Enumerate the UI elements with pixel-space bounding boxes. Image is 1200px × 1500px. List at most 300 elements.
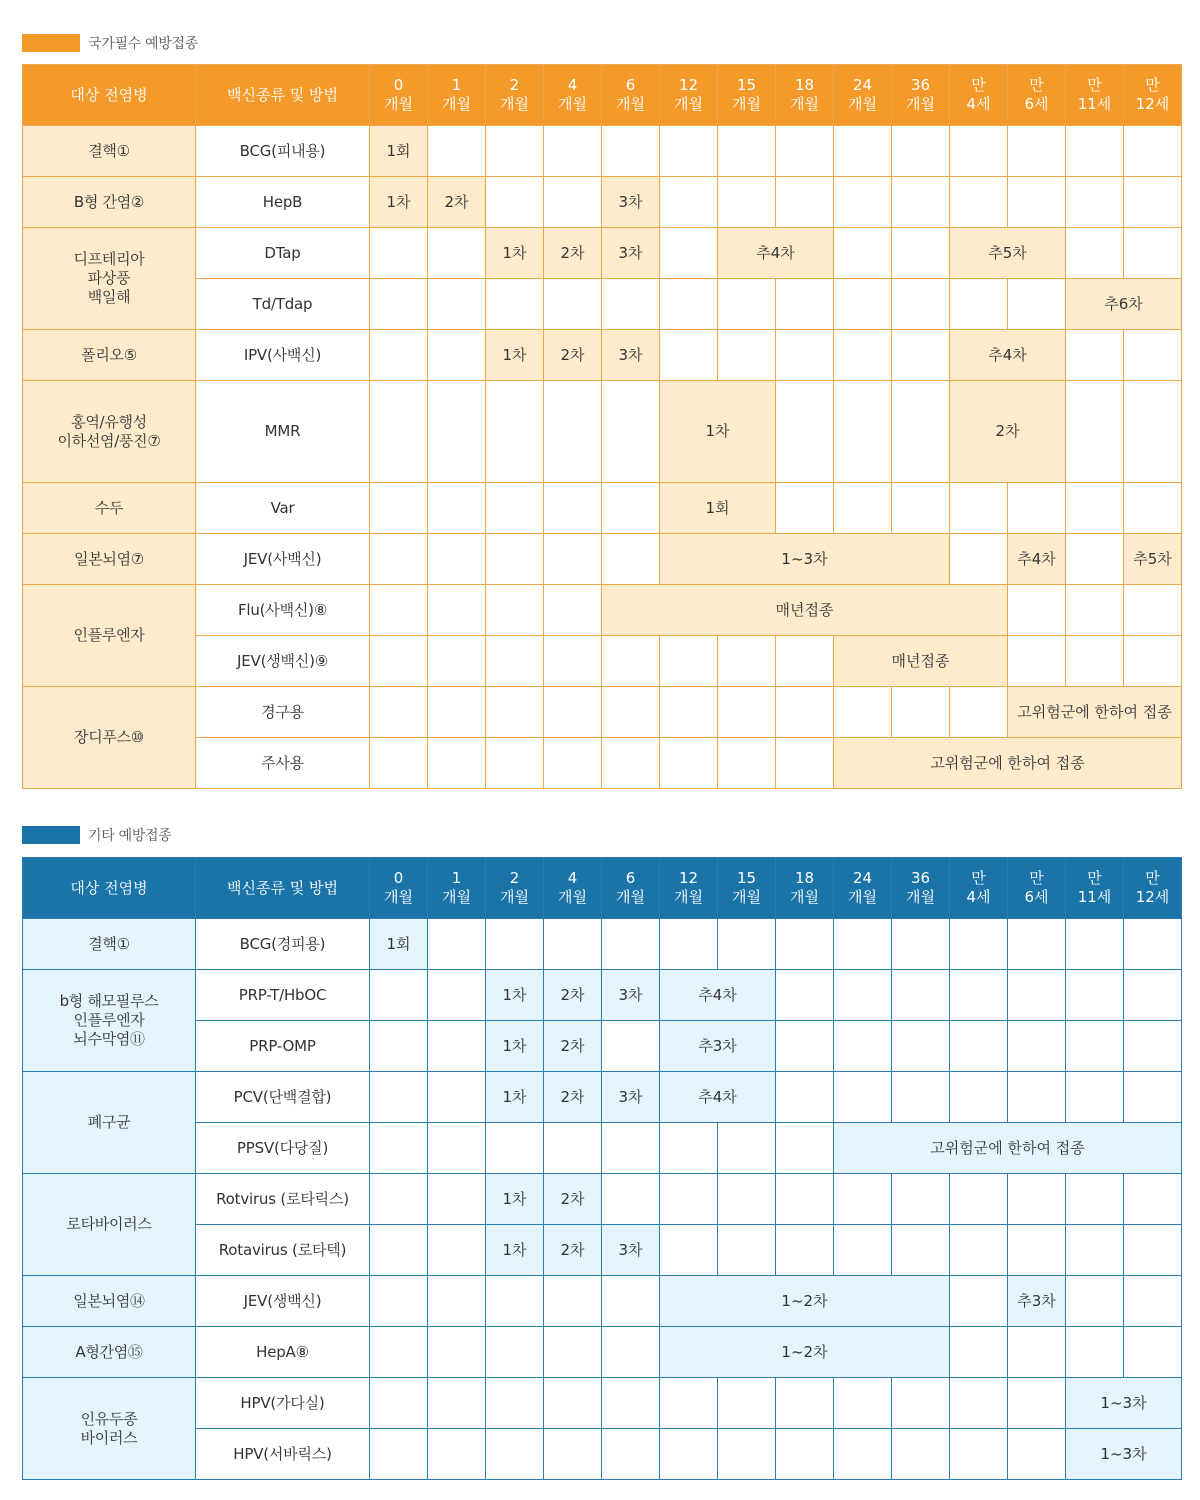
- empty-cell: [660, 126, 718, 177]
- empty-cell: [660, 687, 718, 738]
- empty-cell: [1066, 1021, 1124, 1072]
- table-row: [23, 687, 1182, 738]
- empty-cell: [950, 1174, 1008, 1225]
- table-row: [23, 1225, 1182, 1276]
- table-row: [23, 330, 1182, 381]
- vaccine-cell: Td/Tdap: [196, 279, 370, 330]
- empty-cell: [660, 177, 718, 228]
- column-header: 18 개월: [776, 65, 834, 126]
- vaccine-cell: HepB: [196, 177, 370, 228]
- empty-cell: [892, 483, 950, 534]
- empty-cell: [834, 483, 892, 534]
- table-row: [23, 126, 1182, 177]
- empty-cell: [1066, 330, 1124, 381]
- table-row: [23, 534, 1182, 585]
- empty-cell: [660, 738, 718, 789]
- column-header: 4 개월: [544, 858, 602, 919]
- blue-swatch-icon: [22, 826, 80, 844]
- empty-cell: [602, 1429, 660, 1480]
- column-header: 만 11세: [1066, 858, 1124, 919]
- column-header: 12 개월: [660, 65, 718, 126]
- disease-cell: 결핵①: [23, 919, 196, 970]
- empty-cell: [1066, 228, 1124, 279]
- empty-cell: [602, 279, 660, 330]
- empty-cell: [544, 1327, 602, 1378]
- dose-cell: 추4차: [950, 330, 1066, 381]
- empty-cell: [428, 1378, 486, 1429]
- vaccine-cell: HPV(서바릭스): [196, 1429, 370, 1480]
- empty-cell: [1008, 1327, 1066, 1378]
- dose-cell: 1차: [370, 177, 428, 228]
- empty-cell: [370, 687, 428, 738]
- vaccine-cell: Rotavirus (로타텍): [196, 1225, 370, 1276]
- disease-cell: 로타바이러스: [23, 1174, 196, 1276]
- empty-cell: [718, 1429, 776, 1480]
- national-section-label: [22, 34, 198, 52]
- empty-cell: [544, 279, 602, 330]
- empty-cell: [834, 330, 892, 381]
- dose-cell: 1~3차: [1066, 1378, 1182, 1429]
- column-header: 만 11세: [1066, 65, 1124, 126]
- empty-cell: [776, 1021, 834, 1072]
- vaccine-cell: JEV(사백신): [196, 534, 370, 585]
- empty-cell: [718, 687, 776, 738]
- empty-cell: [602, 919, 660, 970]
- dose-cell: 추4차: [660, 970, 776, 1021]
- dose-cell: 추4차: [718, 228, 834, 279]
- empty-cell: [834, 1429, 892, 1480]
- dose-cell: 1회: [370, 919, 428, 970]
- empty-cell: [950, 687, 1008, 738]
- empty-cell: [370, 585, 428, 636]
- column-header: 0 개월: [370, 65, 428, 126]
- empty-cell: [370, 1327, 428, 1378]
- column-header: 15 개월: [718, 858, 776, 919]
- dose-cell: 1~2차: [660, 1276, 950, 1327]
- empty-cell: [1008, 1225, 1066, 1276]
- empty-cell: [1008, 1378, 1066, 1429]
- empty-cell: [428, 483, 486, 534]
- dose-cell: 1차: [486, 228, 544, 279]
- empty-cell: [486, 279, 544, 330]
- empty-cell: [428, 381, 486, 483]
- empty-cell: [486, 381, 544, 483]
- national-section-title: 국가필수 예방접종: [88, 36, 198, 52]
- disease-cell: b형 해모필루스 인플루엔자 뇌수막염⑪: [23, 970, 196, 1072]
- empty-cell: [1124, 919, 1182, 970]
- empty-cell: [602, 381, 660, 483]
- empty-cell: [892, 1378, 950, 1429]
- vaccine-cell: BCG(피내용): [196, 126, 370, 177]
- empty-cell: [428, 687, 486, 738]
- column-header: 만 12세: [1124, 65, 1182, 126]
- vaccine-cell: JEV(생백신): [196, 1276, 370, 1327]
- empty-cell: [602, 1378, 660, 1429]
- empty-cell: [428, 585, 486, 636]
- empty-cell: [892, 228, 950, 279]
- other-schedule-table: [22, 857, 1182, 1480]
- empty-cell: [718, 1378, 776, 1429]
- disease-cell: 폴리오⑤: [23, 330, 196, 381]
- empty-cell: [544, 585, 602, 636]
- empty-cell: [1066, 585, 1124, 636]
- empty-cell: [370, 330, 428, 381]
- column-header: 만 4세: [950, 65, 1008, 126]
- dose-cell: 2차: [544, 330, 602, 381]
- dose-cell: 3차: [602, 1225, 660, 1276]
- dose-cell: 1차: [660, 381, 776, 483]
- empty-cell: [892, 381, 950, 483]
- dose-cell: 3차: [602, 1072, 660, 1123]
- empty-cell: [428, 330, 486, 381]
- dose-cell: 1차: [486, 1021, 544, 1072]
- dose-cell: 추5차: [1124, 534, 1182, 585]
- empty-cell: [660, 636, 718, 687]
- column-header: 1 개월: [428, 65, 486, 126]
- table-row: [23, 483, 1182, 534]
- dose-cell: 3차: [602, 228, 660, 279]
- empty-cell: [544, 738, 602, 789]
- column-header: 36 개월: [892, 858, 950, 919]
- empty-cell: [892, 279, 950, 330]
- column-header: 만 4세: [950, 858, 1008, 919]
- empty-cell: [486, 1123, 544, 1174]
- column-header: 18 개월: [776, 858, 834, 919]
- empty-cell: [718, 330, 776, 381]
- empty-cell: [1066, 1276, 1124, 1327]
- empty-cell: [776, 126, 834, 177]
- empty-cell: [1008, 636, 1066, 687]
- empty-cell: [834, 1174, 892, 1225]
- empty-cell: [486, 687, 544, 738]
- empty-cell: [486, 177, 544, 228]
- vaccine-cell: BCG(경피용): [196, 919, 370, 970]
- table-row: [23, 1378, 1182, 1429]
- other-section-title: 기타 예방접종: [88, 828, 172, 844]
- empty-cell: [660, 1174, 718, 1225]
- empty-cell: [1124, 1327, 1182, 1378]
- dose-cell: 1차: [486, 1225, 544, 1276]
- empty-cell: [370, 1429, 428, 1480]
- vaccine-cell: PRP-T/HbOC: [196, 970, 370, 1021]
- disease-cell: 인유두종 바이러스: [23, 1378, 196, 1480]
- empty-cell: [892, 1225, 950, 1276]
- empty-cell: [544, 1123, 602, 1174]
- empty-cell: [950, 177, 1008, 228]
- empty-cell: [486, 585, 544, 636]
- dose-cell: 1~2차: [660, 1327, 950, 1378]
- empty-cell: [834, 381, 892, 483]
- empty-cell: [602, 1276, 660, 1327]
- table-row: [23, 919, 1182, 970]
- column-header: 만 12세: [1124, 858, 1182, 919]
- empty-cell: [1066, 1174, 1124, 1225]
- other-section-label: [22, 826, 172, 844]
- dose-cell: 1차: [486, 1072, 544, 1123]
- vaccine-cell: JEV(생백신)⑨: [196, 636, 370, 687]
- empty-cell: [370, 1021, 428, 1072]
- empty-cell: [776, 1378, 834, 1429]
- empty-cell: [776, 687, 834, 738]
- table-row: [23, 1123, 1182, 1174]
- empty-cell: [834, 919, 892, 970]
- empty-cell: [370, 483, 428, 534]
- empty-cell: [1008, 1429, 1066, 1480]
- dose-cell: 고위험군에 한하여 접종: [834, 1123, 1182, 1174]
- empty-cell: [428, 636, 486, 687]
- empty-cell: [544, 1378, 602, 1429]
- empty-cell: [370, 1123, 428, 1174]
- empty-cell: [950, 1225, 1008, 1276]
- empty-cell: [660, 1225, 718, 1276]
- disease-cell: B형 간염②: [23, 177, 196, 228]
- empty-cell: [950, 1072, 1008, 1123]
- empty-cell: [544, 1429, 602, 1480]
- empty-cell: [370, 738, 428, 789]
- empty-cell: [834, 970, 892, 1021]
- empty-cell: [660, 1123, 718, 1174]
- disease-cell: 일본뇌염⑦: [23, 534, 196, 585]
- empty-cell: [428, 1021, 486, 1072]
- empty-cell: [950, 483, 1008, 534]
- vaccine-cell: PPSV(다당질): [196, 1123, 370, 1174]
- empty-cell: [1066, 177, 1124, 228]
- dose-cell: 1차: [486, 1174, 544, 1225]
- dose-cell: 매년접종: [834, 636, 1008, 687]
- empty-cell: [950, 1327, 1008, 1378]
- empty-cell: [602, 1327, 660, 1378]
- empty-cell: [1124, 585, 1182, 636]
- empty-cell: [892, 1174, 950, 1225]
- column-header: 백신종류 및 방법: [196, 65, 370, 126]
- empty-cell: [428, 1327, 486, 1378]
- dose-cell: 1회: [660, 483, 776, 534]
- dose-cell: 추6차: [1066, 279, 1182, 330]
- dose-cell: 2차: [544, 970, 602, 1021]
- empty-cell: [950, 279, 1008, 330]
- column-header: 4 개월: [544, 65, 602, 126]
- empty-cell: [370, 279, 428, 330]
- empty-cell: [1124, 483, 1182, 534]
- empty-cell: [950, 1276, 1008, 1327]
- empty-cell: [544, 687, 602, 738]
- empty-cell: [486, 1327, 544, 1378]
- empty-cell: [1008, 483, 1066, 534]
- empty-cell: [370, 1276, 428, 1327]
- vaccine-cell: HepA⑧: [196, 1327, 370, 1378]
- empty-cell: [1066, 919, 1124, 970]
- empty-cell: [370, 1072, 428, 1123]
- empty-cell: [370, 970, 428, 1021]
- empty-cell: [428, 534, 486, 585]
- empty-cell: [776, 636, 834, 687]
- table-row: [23, 1021, 1182, 1072]
- dose-cell: 1~3차: [1066, 1429, 1182, 1480]
- column-header: 6 개월: [602, 858, 660, 919]
- dose-cell: 3차: [602, 970, 660, 1021]
- dose-cell: 고위험군에 한하여 접종: [834, 738, 1182, 789]
- dose-cell: 2차: [428, 177, 486, 228]
- empty-cell: [544, 534, 602, 585]
- empty-cell: [776, 919, 834, 970]
- empty-cell: [776, 738, 834, 789]
- disease-cell: 홍역/유행성 이하선염/풍진⑦: [23, 381, 196, 483]
- table-row: [23, 970, 1182, 1021]
- column-header: 대상 전염병: [23, 65, 196, 126]
- empty-cell: [602, 1123, 660, 1174]
- empty-cell: [370, 381, 428, 483]
- empty-cell: [718, 1123, 776, 1174]
- column-header: 24 개월: [834, 858, 892, 919]
- empty-cell: [428, 228, 486, 279]
- empty-cell: [428, 1072, 486, 1123]
- empty-cell: [370, 1378, 428, 1429]
- empty-cell: [544, 126, 602, 177]
- empty-cell: [602, 636, 660, 687]
- dose-cell: 1~3차: [660, 534, 950, 585]
- empty-cell: [1124, 1225, 1182, 1276]
- empty-cell: [428, 1225, 486, 1276]
- empty-cell: [602, 534, 660, 585]
- vaccine-cell: Var: [196, 483, 370, 534]
- column-header: 24 개월: [834, 65, 892, 126]
- empty-cell: [892, 970, 950, 1021]
- national-schedule-table: [22, 64, 1182, 789]
- empty-cell: [486, 483, 544, 534]
- empty-cell: [892, 1072, 950, 1123]
- empty-cell: [428, 919, 486, 970]
- dose-cell: 2차: [544, 1225, 602, 1276]
- empty-cell: [1066, 126, 1124, 177]
- disease-cell: 인플루엔자: [23, 585, 196, 687]
- empty-cell: [544, 1276, 602, 1327]
- empty-cell: [718, 636, 776, 687]
- empty-cell: [602, 1021, 660, 1072]
- empty-cell: [1066, 636, 1124, 687]
- empty-cell: [1124, 1174, 1182, 1225]
- empty-cell: [892, 126, 950, 177]
- column-header: 12 개월: [660, 858, 718, 919]
- empty-cell: [428, 1123, 486, 1174]
- empty-cell: [950, 970, 1008, 1021]
- vaccine-cell: 경구용: [196, 687, 370, 738]
- table-row: [23, 738, 1182, 789]
- empty-cell: [660, 1378, 718, 1429]
- column-header: 대상 전염병: [23, 858, 196, 919]
- table-row: [23, 1429, 1182, 1480]
- vaccine-cell: HPV(가다실): [196, 1378, 370, 1429]
- empty-cell: [370, 1174, 428, 1225]
- empty-cell: [1008, 177, 1066, 228]
- empty-cell: [834, 126, 892, 177]
- disease-cell: A형간염⑮: [23, 1327, 196, 1378]
- dose-cell: 2차: [544, 228, 602, 279]
- empty-cell: [1066, 1072, 1124, 1123]
- table-row: [23, 1072, 1182, 1123]
- empty-cell: [776, 1123, 834, 1174]
- dose-cell: 2차: [544, 1021, 602, 1072]
- empty-cell: [950, 534, 1008, 585]
- empty-cell: [602, 1174, 660, 1225]
- empty-cell: [1066, 381, 1124, 483]
- dose-cell: 추5차: [950, 228, 1066, 279]
- empty-cell: [486, 1276, 544, 1327]
- column-header: 36 개월: [892, 65, 950, 126]
- dose-cell: 1차: [486, 330, 544, 381]
- empty-cell: [834, 687, 892, 738]
- empty-cell: [428, 1174, 486, 1225]
- disease-cell: 디프테리아 파상풍 백일해: [23, 228, 196, 330]
- empty-cell: [834, 177, 892, 228]
- empty-cell: [486, 1378, 544, 1429]
- disease-cell: 폐구균: [23, 1072, 196, 1174]
- disease-cell: 일본뇌염⑭: [23, 1276, 196, 1327]
- empty-cell: [486, 738, 544, 789]
- table-header-row: [23, 65, 1182, 126]
- empty-cell: [544, 381, 602, 483]
- table-row: [23, 1276, 1182, 1327]
- empty-cell: [370, 228, 428, 279]
- empty-cell: [892, 687, 950, 738]
- empty-cell: [370, 534, 428, 585]
- dose-cell: 고위험군에 한하여 접종: [1008, 687, 1182, 738]
- disease-cell: 수두: [23, 483, 196, 534]
- empty-cell: [602, 126, 660, 177]
- empty-cell: [718, 919, 776, 970]
- empty-cell: [776, 483, 834, 534]
- empty-cell: [950, 1429, 1008, 1480]
- empty-cell: [428, 126, 486, 177]
- vaccine-cell: MMR: [196, 381, 370, 483]
- column-header: 2 개월: [486, 858, 544, 919]
- empty-cell: [486, 636, 544, 687]
- empty-cell: [1124, 970, 1182, 1021]
- empty-cell: [718, 126, 776, 177]
- column-header: 만 6세: [1008, 858, 1066, 919]
- disease-cell: 결핵①: [23, 126, 196, 177]
- vaccine-cell: 주사용: [196, 738, 370, 789]
- empty-cell: [1008, 919, 1066, 970]
- empty-cell: [776, 970, 834, 1021]
- dose-cell: 추3차: [1008, 1276, 1066, 1327]
- empty-cell: [718, 1225, 776, 1276]
- empty-cell: [1066, 970, 1124, 1021]
- empty-cell: [718, 279, 776, 330]
- empty-cell: [1124, 1276, 1182, 1327]
- empty-cell: [776, 381, 834, 483]
- empty-cell: [1124, 228, 1182, 279]
- empty-cell: [892, 1021, 950, 1072]
- vaccine-cell: Rotvirus (로타릭스): [196, 1174, 370, 1225]
- empty-cell: [1124, 177, 1182, 228]
- empty-cell: [660, 228, 718, 279]
- empty-cell: [1124, 1072, 1182, 1123]
- column-header: 1 개월: [428, 858, 486, 919]
- empty-cell: [428, 1276, 486, 1327]
- table-row: [23, 279, 1182, 330]
- empty-cell: [602, 483, 660, 534]
- empty-cell: [776, 1072, 834, 1123]
- empty-cell: [1124, 126, 1182, 177]
- dose-cell: 1차: [486, 970, 544, 1021]
- vaccine-cell: DTap: [196, 228, 370, 279]
- empty-cell: [834, 1225, 892, 1276]
- empty-cell: [1008, 126, 1066, 177]
- empty-cell: [1066, 1327, 1124, 1378]
- empty-cell: [1008, 970, 1066, 1021]
- dose-cell: 3차: [602, 330, 660, 381]
- dose-cell: 추4차: [1008, 534, 1066, 585]
